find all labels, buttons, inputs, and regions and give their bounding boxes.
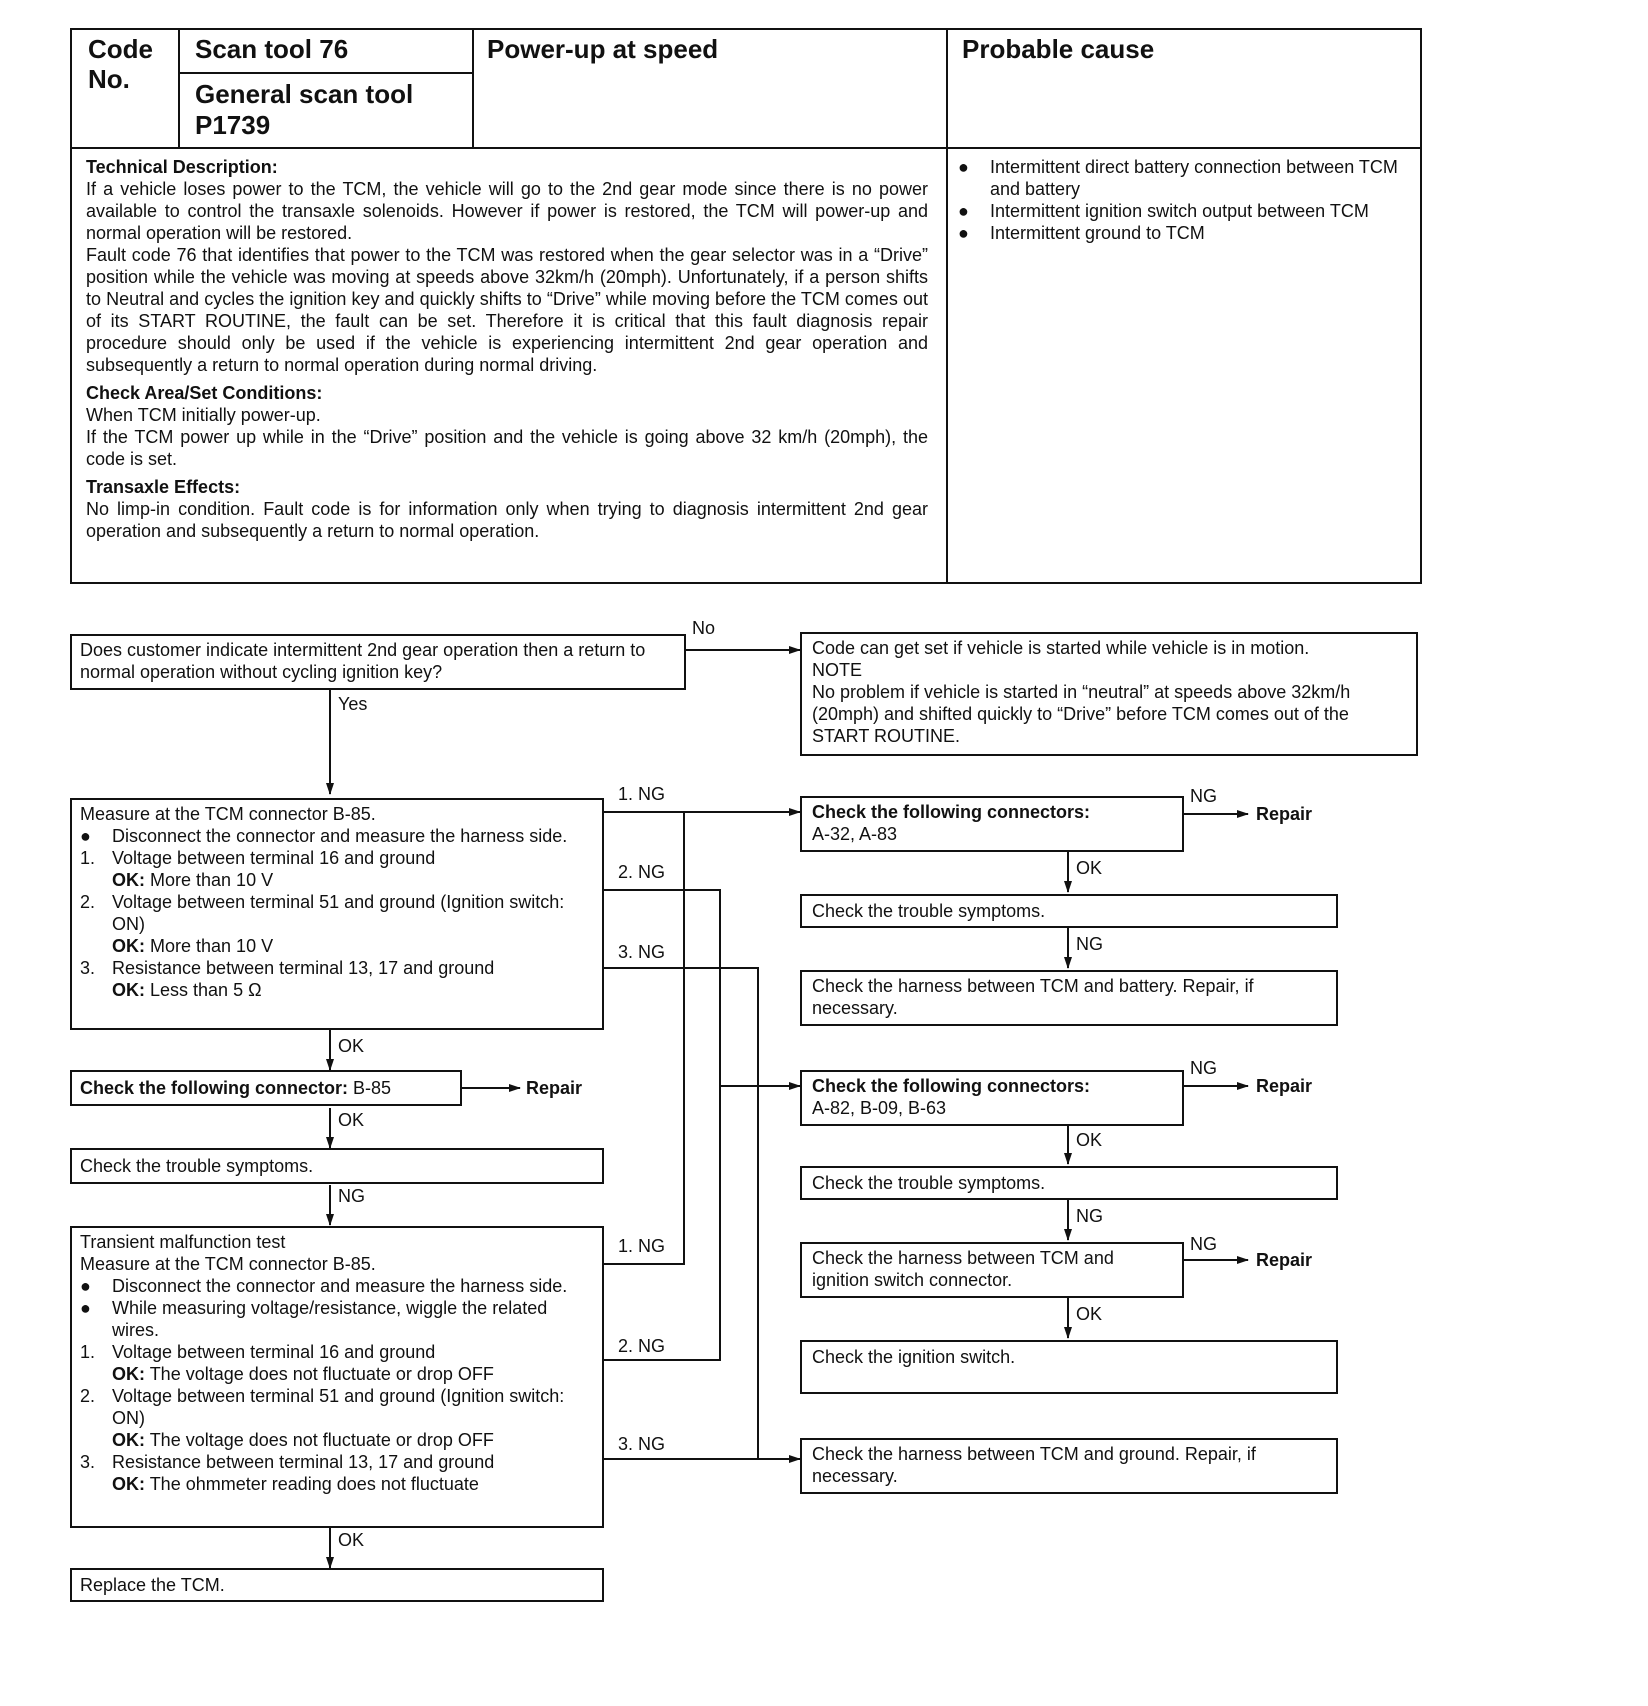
code-no-label: Code No. [88, 34, 153, 94]
q1-text: Does customer indicate intermittent 2nd gear operation then a return to normal operation without cycling ignition key? [80, 640, 646, 682]
replace-tcm-box [70, 1568, 604, 1602]
transaxle-effects-title: Transaxle Effects: [86, 477, 241, 497]
transient-title1: Transient malfunction test [80, 1232, 286, 1252]
check-a82-box [800, 1070, 1184, 1126]
harness-ground-box [800, 1438, 1338, 1494]
ok-label: OK [1076, 1130, 1103, 1150]
ng-label: NG [1076, 934, 1103, 954]
repair-label: Repair [1256, 1250, 1313, 1270]
check-a82-value: A-82, B-09, B-63 [812, 1098, 947, 1118]
item-number: 3. [80, 958, 96, 978]
transaxle-effects-text: No limp-in condition. Fault code is for information only when trying to diagnosis intermittent 2nd gear operation and subsequently a return to normal operation. [86, 499, 928, 541]
transient-item2-ok: The voltage does not fluctuate or drop OFF [149, 1430, 494, 1450]
list-item [80, 979, 594, 1001]
ng-label: NG [1076, 1206, 1103, 1226]
ok-label: OK [338, 1036, 365, 1056]
yes-label: Yes [338, 694, 368, 714]
list-item [80, 1341, 594, 1363]
ng-label: NG [1190, 786, 1217, 806]
trouble-box-right-1 [800, 894, 1338, 928]
ok-label: OK [338, 1530, 365, 1550]
harness-ignition-box [800, 1242, 1184, 1298]
bullet-icon: ● [80, 1276, 91, 1296]
tech-desc-title: Technical Description: [86, 157, 278, 177]
ok-prefix: OK: [112, 870, 145, 890]
ignition-switch-text: Check the ignition switch. [812, 1347, 1016, 1367]
item-number: 1. [80, 848, 96, 868]
tech-desc-text: If a vehicle loses power to the TCM, the vehicle will go to the 2nd gear mode since there is no power available to control the transaxle solenoids. However if power is restored, the TCM will power-up and normal operation will be restored. [86, 179, 928, 243]
note-line1: Code can get set if vehicle is started while vehicle is in motion. [812, 638, 1310, 658]
list-item [80, 1297, 594, 1341]
transient-item3: Resistance between terminal 13, 17 and ground [112, 1452, 495, 1472]
check-a32-value: A-32, A-83 [812, 824, 898, 844]
general-scan-tool: General scan tool [195, 79, 414, 109]
transient-bullet2: While measuring voltage/resistance, wiggle the related wires. [112, 1298, 548, 1340]
check-area-title: Check Area/Set Conditions: [86, 383, 323, 403]
no-label: No [692, 618, 716, 638]
bullet-icon: ● [958, 223, 969, 243]
ng-label: NG [1190, 1058, 1217, 1078]
ok-prefix: OK: [112, 1364, 145, 1384]
ng3-label-top: 3. NG [618, 942, 666, 962]
list-item [80, 891, 594, 935]
probable-cause-title: Probable cause [962, 34, 1155, 64]
measure-item1-ok: More than 10 V [150, 870, 274, 890]
q1-box [70, 634, 686, 690]
harness-ground-text: Check the harness between TCM and ground. Repair, if necessary. [812, 1444, 1256, 1486]
cause-text: Intermittent ground to TCM [990, 223, 1205, 243]
list-item [80, 847, 594, 869]
ng1-label-top: 1. NG [618, 784, 666, 804]
ok-label: OK [1076, 1304, 1103, 1324]
ok-label: OK [338, 1110, 365, 1130]
item-number: 3. [80, 1452, 96, 1472]
replace-tcm-text: Replace the TCM. [80, 1575, 225, 1595]
list-item [80, 935, 594, 957]
repair-label: Repair [526, 1078, 583, 1098]
measure-item3: Resistance between terminal 13, 17 and ground [112, 958, 495, 978]
list-item [80, 1385, 594, 1429]
list-item [80, 1429, 594, 1451]
ok-prefix: OK: [112, 1474, 145, 1494]
measure-title: Measure at the TCM connector B-85. [80, 804, 376, 824]
transient-item1-ok: The voltage does not fluctuate or drop OFF [149, 1364, 494, 1384]
p-code: P1739 [195, 110, 271, 140]
cause-text: Intermittent ignition switch output between TCM [990, 201, 1369, 221]
transient-item2: Voltage between terminal 51 and ground (Ignition switch: ON) [112, 1386, 565, 1428]
ok-prefix: OK: [112, 980, 145, 1000]
measure-box [70, 798, 604, 1030]
trouble-text: Check the trouble symptoms. [812, 901, 1046, 921]
measure-item3-ok: Less than 5 Ω [150, 980, 262, 1000]
item-number: 2. [80, 1386, 96, 1406]
note-line2: No problem if vehicle is started in “neutral” at speeds above 32km/h (20mph) and shifted quickly to “Drive” before TCM comes out of the START ROUTINE. [812, 682, 1351, 746]
item-number: 1. [80, 1342, 96, 1362]
measure-item1: Voltage between terminal 16 and ground [112, 848, 436, 868]
dtc-title: Power-up at speed [487, 34, 719, 64]
transient-item3-ok: The ohmmeter reading does not fluctuate [149, 1474, 479, 1494]
cause-text: Intermittent direct battery connection between TCM and battery [990, 157, 1398, 199]
list-item [80, 957, 594, 979]
list-item [80, 869, 594, 891]
measure-bullet: Disconnect the connector and measure the harness side. [112, 826, 568, 846]
scan-tool-76: Scan tool 76 [195, 34, 349, 64]
ok-prefix: OK: [112, 936, 145, 956]
check-a32-a83-box [800, 796, 1184, 852]
check-a82-title: Check the following connectors: [812, 1076, 1091, 1096]
ng-label: NG [338, 1186, 365, 1206]
ng3-label-bottom: 3. NG [618, 1434, 666, 1454]
repair-label: Repair [1256, 1076, 1313, 1096]
note-box [800, 632, 1418, 756]
check-b85-box [70, 1070, 462, 1106]
list-item [80, 1451, 594, 1473]
bullet-icon: ● [80, 1298, 91, 1318]
list-item [80, 1473, 594, 1495]
ng2-label-top: 2. NG [618, 862, 666, 882]
bullet-icon: ● [80, 826, 91, 846]
list-item [80, 825, 594, 847]
check-a32-title: Check the following connectors: [812, 802, 1091, 822]
ignition-switch-box [800, 1340, 1338, 1394]
list-item [80, 1275, 594, 1297]
list-item [80, 1363, 594, 1385]
bullet-icon: ● [958, 201, 969, 221]
bullet-icon: ● [958, 157, 969, 177]
ng1-label-bottom: 1. NG [618, 1236, 666, 1256]
ok-prefix: OK: [112, 1430, 145, 1450]
note-title: NOTE [812, 660, 863, 680]
ng-label: NG [1190, 1234, 1217, 1254]
repair-label: Repair [1256, 804, 1313, 824]
trouble-box-right-2 [800, 1166, 1338, 1200]
fault-code-text: Fault code 76 that identifies that power to the TCM was restored when the gear selector was in a “Drive” position while the vehicle was moving at speeds above 32km/h (20mph). Unfortunately, if a person shifts to Neutral and cycles the ignition key and quickly shifts to “Drive” while moving before the TCM comes out of its START ROUTINE, the fault can be set. Therefore it is critical that this fault diagnosis repair procedure should only be used if the vehicle is experiencing intermittent 2nd gear operation and subsequently a return to normal operation during normal driving. [86, 245, 928, 375]
transient-bullet1: Disconnect the connector and measure the harness side. [112, 1276, 568, 1296]
harness-ignition-text: Check the harness between TCM and ignition switch connector. [812, 1248, 1114, 1290]
trouble-text: Check the trouble symptoms. [812, 1173, 1046, 1193]
check-area-line2: If the TCM power up while in the “Drive” position and the vehicle is going above 32 km/h (20mph), the code is set. [86, 427, 928, 469]
harness-battery-box [800, 970, 1338, 1026]
measure-item2-ok: More than 10 V [150, 936, 274, 956]
trouble-box-left [70, 1148, 604, 1184]
item-number: 2. [80, 892, 96, 912]
harness-battery-text: Check the harness between TCM and battery. Repair, if necessary. [812, 976, 1254, 1018]
ok-label: OK [1076, 858, 1103, 878]
check-area-line1: When TCM initially power-up. [86, 405, 321, 425]
ng2-label-bottom: 2. NG [618, 1336, 666, 1356]
measure-item2: Voltage between terminal 51 and ground (Ignition switch: ON) [112, 892, 565, 934]
transient-item1: Voltage between terminal 16 and ground [112, 1342, 436, 1362]
check-b85-label: Check the following connector: [80, 1078, 349, 1098]
transient-title2: Measure at the TCM connector B-85. [80, 1254, 376, 1274]
trouble-text: Check the trouble symptoms. [80, 1156, 314, 1176]
check-b85-value: B-85 [353, 1078, 392, 1098]
transient-box [70, 1226, 604, 1528]
